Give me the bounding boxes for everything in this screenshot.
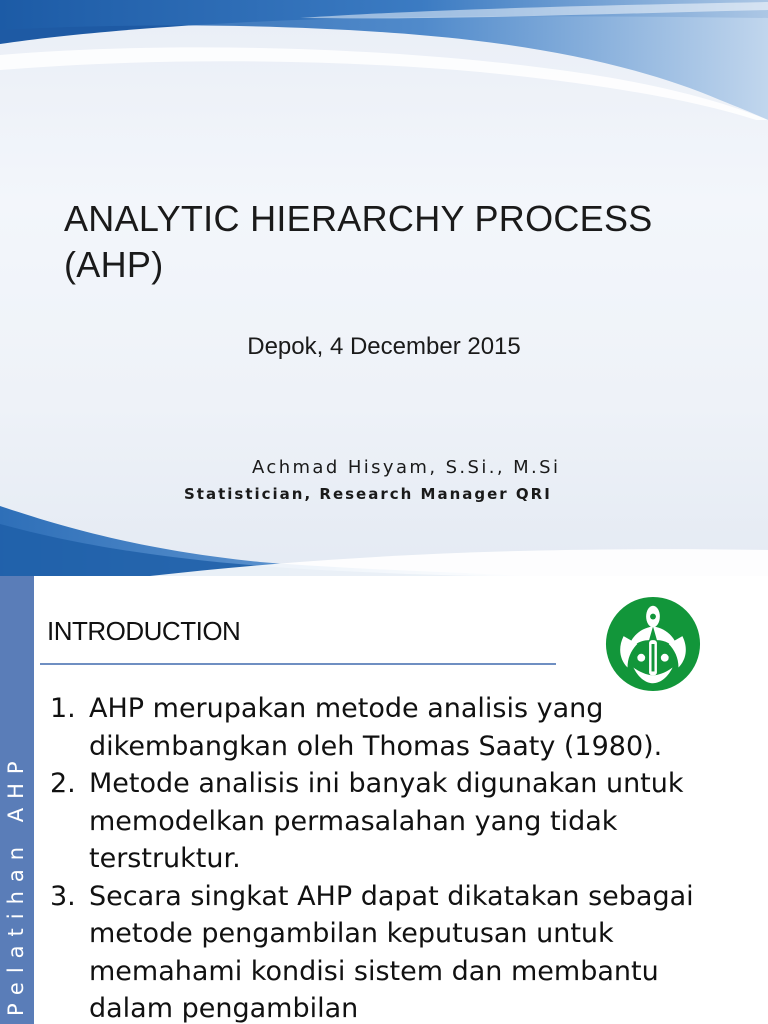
heading-divider bbox=[40, 663, 556, 665]
list-item bbox=[50, 690, 750, 765]
list-item-number: 3. bbox=[50, 880, 76, 912]
list-item bbox=[50, 878, 750, 1024]
list-item bbox=[50, 765, 750, 878]
university-emblem-icon bbox=[604, 594, 702, 694]
section-heading: INTRODUCTION bbox=[47, 616, 241, 646]
list-item-text: Metode analisis ini banyak digunakan untuk memodelkan permasalahan yang tidak terstruktur. bbox=[89, 768, 684, 874]
author-name: Achmad Hisyam, S.Si., M.Si bbox=[252, 457, 561, 478]
bottom-decorative-band bbox=[0, 506, 768, 576]
list-item-text: Secara singkat AHP dapat dikatakan sebagai metode pengambilan keputusan untuk memahami kondisi sistem dan membantu dalam pengambilan bbox=[89, 880, 694, 1024]
introduction-points-list bbox=[50, 690, 750, 1024]
introduction-slide bbox=[0, 576, 768, 1024]
top-decorative-band bbox=[0, 0, 768, 120]
list-item-number: 2. bbox=[50, 768, 76, 799]
sidebar-label: Pelatihan AHP bbox=[4, 752, 28, 1016]
presentation-title: ANALYTIC HIERARCHY PROCESS (AHP) bbox=[64, 198, 653, 285]
list-item-text: AHP merupakan metode analisis yang dikembangkan oleh Thomas Saaty (1980). bbox=[89, 693, 663, 762]
author-role: Statistician, Research Manager QRI bbox=[184, 485, 552, 503]
sidebar-strip bbox=[0, 576, 34, 1024]
presentation-date: Depok, 4 December 2015 bbox=[247, 333, 521, 360]
list-item-number: 1. bbox=[50, 693, 76, 724]
